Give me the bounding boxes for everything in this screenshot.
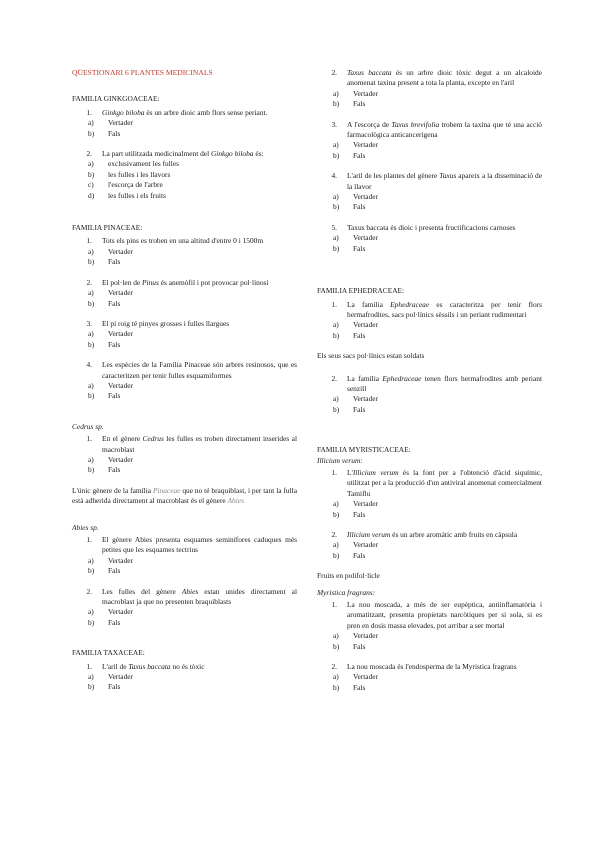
option-b[interactable]: b) Fals	[88, 257, 121, 267]
question: 2. El pol·len de Pinus és anemòfil i pot provocar pol·linosi	[86, 277, 269, 287]
option-b[interactable]: b) les fulles i les llavors	[88, 169, 171, 179]
species-name: Ephedraceae	[382, 373, 422, 383]
option-b[interactable]: b) Fals	[88, 391, 121, 401]
question-number: 2.	[86, 149, 92, 159]
option-a[interactable]: a) Vertader	[88, 672, 134, 682]
option-b[interactable]: b) Fals	[333, 150, 366, 160]
option-a[interactable]: a) Vertader	[333, 88, 379, 98]
question: 1. L'Illicium verum és la font per a l'obtenció d'àcid siquímic, utilitzat per a la producció d'un antiviral anomenat comercialment Tamiflu	[331, 467, 542, 498]
species-label-myristica: Myristica fragrans:	[317, 587, 376, 597]
question: 4. L'aril de les plantes del gènere Taxus apareix a la disseminació de la llavor	[331, 171, 542, 191]
option-a[interactable]: a) Vertader	[333, 320, 379, 330]
answer-note: L'únic gènere de la família Pinaceae que no té braquiblast, i per tant la fulla està adherida directament al macroblast és el gènere Abies	[72, 485, 297, 506]
option-a[interactable]: a) Vertader	[333, 233, 379, 243]
species-name: Ginkgo biloba	[210, 149, 254, 159]
left-column	[72, 68, 297, 693]
option-c[interactable]: c) l'escorça de l'arbre	[88, 180, 163, 190]
option-a[interactable]: a) Vertader	[88, 288, 134, 298]
question: 2. La família Ephedraceae tenen flors hermafrodites amb periant senzill	[331, 373, 542, 393]
question-text: Ginkgo biloba és un arbre dioic amb flors sense periant.	[102, 107, 268, 117]
answer-note: Els seus sacs pol·línics estan soldats	[317, 351, 425, 361]
species-name: Abies	[181, 586, 199, 596]
right-column	[317, 68, 542, 693]
option-b[interactable]: b) Fals	[333, 99, 366, 109]
question: 5. Taxus baccata és dioic i presenta fructificacions carnoses	[331, 222, 516, 232]
question: 3. A l'escorça de Taxus brevifolia trobem la taxina que té una acció farmacològica anticancerígena	[331, 119, 542, 140]
option-a[interactable]: a) Vertader	[333, 672, 379, 682]
option-b[interactable]: b) Fals	[88, 298, 121, 308]
species-name: Taxus	[439, 171, 457, 181]
option-b[interactable]: b) Fals	[333, 243, 366, 253]
genus-label-cedrus: Cedrus sp.	[72, 421, 104, 431]
option-d[interactable]: d) les fulles i els fruits	[88, 190, 166, 200]
question: 4. Les espècies de la Família Pinaceae són arbres resinosos, que es caracteritzen per tenir fulles esquamiformes	[86, 360, 297, 380]
species-name: Cedrus	[142, 434, 164, 444]
option-a[interactable]: a) Vertader	[333, 540, 379, 550]
option-a[interactable]: a) Vertader	[88, 246, 134, 256]
species-name: Ephedraceae	[390, 299, 430, 309]
option-a[interactable]: a) Vertader	[88, 555, 134, 565]
option-b[interactable]: b) Fals	[333, 550, 366, 560]
question: 1. El gènere Abies presenta esquames seminífores caduques més petites que les esquames tectrius	[86, 535, 297, 555]
option-b[interactable]: b) Fals	[88, 566, 121, 576]
question: 2. Illicium verum és un arbre aromàtic amb fruits en càpsula	[331, 530, 518, 539]
question-text: La part utilitzada medicinalment del Ginkgo biloba és:	[102, 149, 264, 159]
question: 2. Taxus baccata és un arbre dioic tòxic degut a un alcaloide anomenat taxina present a tota la planta, excepte en l'aril	[331, 68, 542, 88]
option-a[interactable]: a) Vertader	[88, 118, 134, 128]
question: 1. L'aril de Taxus baccata no és tòxic	[86, 661, 205, 671]
family-heading-taxaceae: FAMILIA TAXACEAE:	[72, 648, 145, 658]
option-a[interactable]: a) Vertader	[88, 454, 134, 464]
option-b[interactable]: b) Fals	[333, 330, 366, 340]
option-a[interactable]: a) Vertader	[88, 329, 134, 339]
question: 1. En el gènere Cedrus les fulles es troben directament inserides al macroblast	[86, 434, 297, 454]
species-name: Ginkgo biloba	[102, 107, 145, 117]
option-b[interactable]: b) Fals	[88, 617, 121, 627]
species-name: Taxus brevifolia	[391, 119, 440, 129]
family-heading-ginkgoaceae: FAMILIA GINKGOACEAE:	[72, 94, 160, 104]
question: 2. La nou moscada és l'endosperma de la Myristica fragrans	[331, 662, 517, 672]
question	[72, 149, 297, 159]
option-b[interactable]: b) Fals	[333, 202, 366, 212]
family-heading-myristicaceae: FAMILIA MYRISTICACEAE:	[317, 445, 411, 455]
option-b[interactable]: b) Fals	[333, 682, 366, 692]
answer-note: Fruits en polifol·licle	[317, 571, 380, 581]
option-b[interactable]: b) Fals	[333, 509, 366, 519]
question: 1. La nou moscada, a més de ser eupèptica, antiinflamatòria i aromatitzant, presenta propietats narcòtiques per si sola, si es pren en dosis massa elevades, pot arribar a ser mortal	[331, 600, 542, 630]
species-name: Illicium verum	[347, 530, 391, 539]
question: 2. Les fulles del gènere Abies estan unides directament al macroblast ja que no presenten braquiblasts	[86, 586, 297, 607]
family-heading-ephedraceae: FAMILIA EPHEDRACEAE:	[317, 286, 405, 296]
question: 1. Tots els pins es troben en una altitud d'entre 0 i 1500m	[86, 236, 264, 246]
option-b[interactable]: b) Fals	[333, 641, 366, 651]
option-b[interactable]: b) Fals	[88, 339, 121, 349]
option-b[interactable]: b) Fals	[88, 465, 121, 475]
option-a[interactable]: a) Vertader	[333, 192, 379, 202]
species-label-illicium: Illicium verum:	[317, 455, 363, 465]
option-a[interactable]: a) Vertader	[333, 631, 379, 641]
option-b[interactable]: b) Fals	[88, 682, 121, 692]
option-b[interactable]: b) Fals	[333, 404, 366, 414]
option-a[interactable]: a) Vertader	[333, 499, 379, 509]
question	[72, 108, 297, 118]
option-a[interactable]: a) Vertader	[333, 140, 379, 150]
question: 3. El pi roig té pinyes grosses i fulles llargues	[86, 318, 230, 328]
species-name: Pinus	[142, 277, 159, 287]
species-name: Taxus baccata	[347, 68, 392, 77]
page-title: QÜESTIONARI 6 PLANTES MEDICINALS	[72, 68, 213, 77]
genus-label-abies: Abies sp.	[72, 522, 99, 532]
species-name: Illicium verum	[352, 467, 399, 477]
option-b[interactable]: b) Fals	[88, 128, 121, 138]
species-name: Taxus baccata	[128, 661, 171, 671]
option-a[interactable]: a) Vertader	[88, 607, 134, 617]
family-heading-pinaceae: FAMILIA PINACEAE:	[72, 223, 143, 233]
question-number: 1.	[86, 107, 92, 117]
question: 1. La família Ephedraceae es caracteritza per tenir flors hermafrodites, sacs pol·línics sèssils i un periant rudimentari	[331, 299, 543, 319]
option-a[interactable]: a) Vertader	[88, 380, 134, 390]
option-a[interactable]: a) Vertader	[333, 394, 379, 404]
option-a[interactable]: a) exclusivament les fulles	[88, 159, 180, 169]
